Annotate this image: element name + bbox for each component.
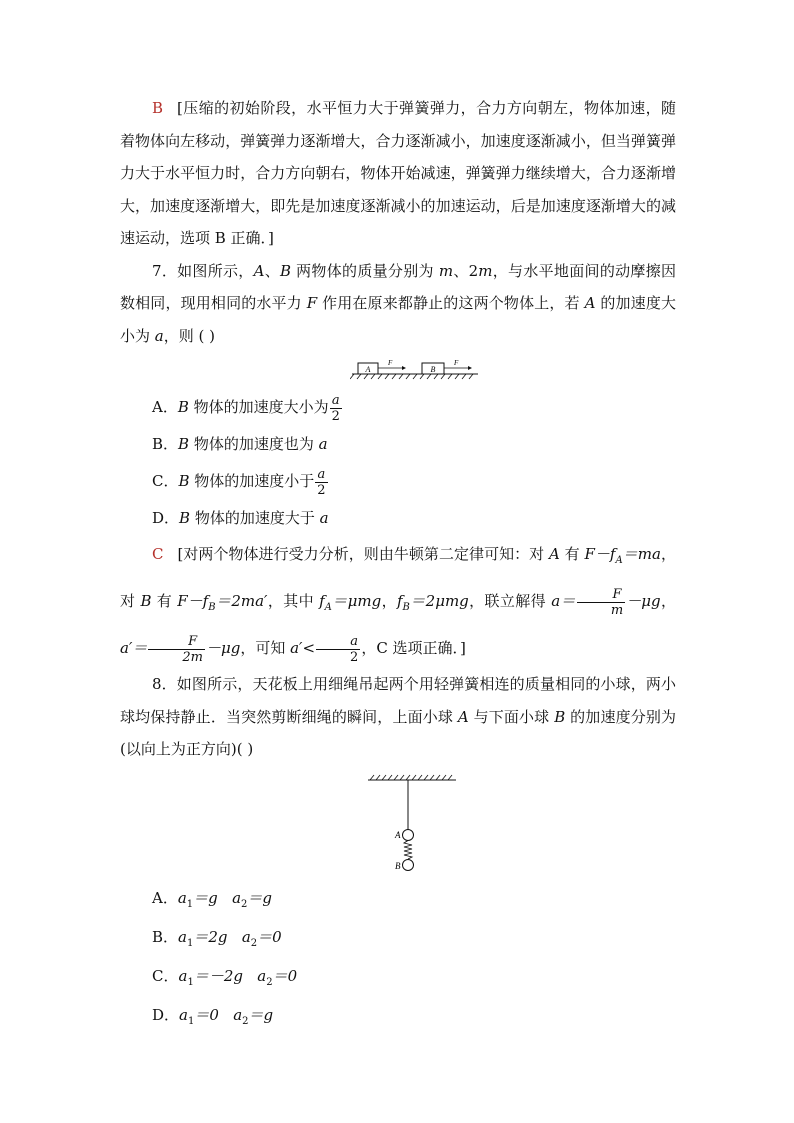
option-sub: 1 xyxy=(186,937,194,949)
fraction xyxy=(577,587,625,618)
ball-b-label: B xyxy=(395,860,401,871)
fraction-num: a xyxy=(330,393,342,409)
answer-sub: A xyxy=(615,555,623,566)
answer-var: A xyxy=(549,545,560,563)
answer-eq: ＝2μmg xyxy=(409,592,469,610)
q7-option-d xyxy=(120,502,676,534)
q7-stem-text: ，则 ( ) xyxy=(163,326,215,345)
q8-stem xyxy=(120,668,676,766)
option-val: ＝0 xyxy=(194,1005,219,1024)
option-var: a xyxy=(177,888,187,907)
option-sub: 2 xyxy=(242,1015,249,1027)
q7-stem-text: ，与水平地面间的动摩擦因数相同，现用相同的水平力 xyxy=(120,261,676,312)
q7-blocks-figure xyxy=(350,358,480,382)
option-sub: 2 xyxy=(266,976,273,988)
option-val: ＝2g xyxy=(193,927,228,946)
fraction-num: F xyxy=(148,634,205,650)
q7-var-m: m xyxy=(478,261,493,280)
option-prefix: D． xyxy=(152,1005,180,1024)
option-val: ＝0 xyxy=(257,927,282,946)
answer-text: ， xyxy=(381,592,397,610)
answer-eq: F－f xyxy=(177,592,209,610)
q8-stem-text: 与下面小球 xyxy=(468,707,555,726)
option-text: 物体的加速度大小为 xyxy=(188,398,329,416)
answer-text: [对两个物体进行受力分析，则由牛顿第二定律可知：对 xyxy=(177,545,550,563)
option-val: ＝g xyxy=(248,1005,274,1024)
ball-b xyxy=(403,859,414,870)
q7-answer-paragraph xyxy=(120,534,676,668)
answer-eq: f xyxy=(319,592,325,610)
q7-var-a: A xyxy=(584,294,596,312)
q6-answer-letter: B xyxy=(152,99,164,117)
q7-var-a: A xyxy=(253,261,265,280)
fraction xyxy=(148,634,205,665)
answer-eq: －μg xyxy=(205,639,241,657)
answer-eq: a′< xyxy=(290,639,316,657)
arrowhead-a xyxy=(402,366,406,370)
option-var: B xyxy=(179,509,191,527)
q7-stem-text: 两物体的质量分别为 xyxy=(291,261,439,280)
option-val: ＝g xyxy=(193,888,218,907)
force-label-a: F xyxy=(388,359,393,367)
q7-stem xyxy=(120,255,676,353)
answer-text: ，其中 xyxy=(267,592,320,610)
option-var: B xyxy=(177,398,189,416)
option-sub: 2 xyxy=(250,937,258,949)
option-var: B xyxy=(178,435,190,453)
answer-eq: ＝2ma′ xyxy=(215,592,268,610)
q7-option-b xyxy=(120,428,676,460)
answer-eq: －μg xyxy=(626,592,661,610)
option-var: a xyxy=(178,966,188,985)
answer-text: 有 xyxy=(151,592,178,610)
force-label-b: F xyxy=(454,359,459,367)
answer-text: ，对 xyxy=(120,545,676,610)
answer-eq: ＝ma xyxy=(622,545,661,563)
option-prefix: B． xyxy=(152,435,179,453)
block-a-label: A xyxy=(365,365,371,374)
ball-a xyxy=(403,829,414,840)
option-val: a xyxy=(319,509,329,527)
q6-answer-paragraph xyxy=(120,92,676,255)
option-sub: 1 xyxy=(187,976,194,988)
q7-sep: 、 xyxy=(264,261,281,280)
option-prefix: C． xyxy=(152,966,179,985)
option-val: ＝0 xyxy=(272,966,298,985)
ball-a-label: A xyxy=(395,829,401,840)
q7-var-acc: a xyxy=(154,326,164,345)
answer-eq: a＝ xyxy=(551,592,576,610)
fraction-den: 2 xyxy=(317,482,326,498)
answer-text: ，可知 xyxy=(240,639,291,657)
fraction-den: 2 xyxy=(350,649,359,665)
option-var: a xyxy=(179,1005,188,1024)
option-var: a xyxy=(257,966,267,985)
option-var: a xyxy=(241,927,251,946)
option-prefix: B． xyxy=(152,927,179,946)
answer-var: B xyxy=(140,592,152,610)
document-page xyxy=(120,92,676,1038)
option-text: 物体的加速度小于 xyxy=(189,472,315,490)
answer-text: ，联立解得 xyxy=(468,592,552,610)
fraction-den: 2 xyxy=(331,408,340,424)
arrowhead-b xyxy=(468,366,472,370)
answer-eq: F－f xyxy=(584,545,616,563)
q8-stem-text: 的加速度分别为(以向上为正方向)( ) xyxy=(120,707,676,758)
option-val: ＝g xyxy=(247,888,273,907)
block-b-label: B xyxy=(430,365,436,374)
answer-eq: ＝μmg xyxy=(331,592,382,610)
fraction-num: a xyxy=(316,634,360,650)
q8-stem-text: 8．如图所示，天花板上用细绳吊起两个用轻弹簧相连的质量相同的小球，两小球均保持静止．当突然剪断细绳的瞬间，上面小球 xyxy=(120,675,676,726)
q7-sep: 、2 xyxy=(453,261,479,280)
option-prefix: A． xyxy=(152,398,178,416)
q7-option-a xyxy=(120,386,676,428)
answer-text: ，C 选项正确．] xyxy=(361,639,466,657)
q7-stem-text: 的加速度大小为 xyxy=(120,294,676,345)
option-text: 物体的加速度也为 xyxy=(189,435,319,453)
answer-sub: A xyxy=(324,602,332,613)
q8-spring-figure xyxy=(364,772,460,876)
q7-var-f: F xyxy=(306,294,318,312)
fraction xyxy=(315,467,327,498)
option-val: a xyxy=(318,435,328,453)
ceiling-hatch xyxy=(370,775,452,780)
q8-option-c xyxy=(120,960,676,999)
answer-sub: B xyxy=(402,602,410,613)
option-text: 物体的加速度大于 xyxy=(190,509,320,527)
q8-option-d xyxy=(120,999,676,1038)
answer-sub: B xyxy=(208,602,216,613)
option-var: a xyxy=(233,1005,243,1024)
option-var: a xyxy=(178,927,187,946)
q8-option-a xyxy=(120,882,676,921)
option-prefix: C． xyxy=(152,472,179,490)
q7-answer-letter: C xyxy=(152,545,164,563)
option-sub: 1 xyxy=(187,1015,195,1027)
option-val: ＝－2g xyxy=(193,966,243,985)
option-var: a xyxy=(232,888,242,907)
q7-var-m: m xyxy=(438,261,454,280)
fraction xyxy=(330,393,342,424)
option-var: B xyxy=(178,472,190,490)
q8-var-a: A xyxy=(457,707,469,726)
q7-var-b: B xyxy=(280,261,292,280)
q8-var-b: B xyxy=(554,707,566,726)
fraction-den: m xyxy=(610,602,624,618)
q7-stem-text: 7．如图所示， xyxy=(152,261,254,280)
option-sub: 2 xyxy=(241,898,248,910)
answer-eq: f xyxy=(396,592,403,610)
fraction-den: 2m xyxy=(182,649,203,665)
option-sub: 1 xyxy=(186,898,194,910)
q7-option-c xyxy=(120,460,676,502)
answer-eq: a′＝ xyxy=(120,639,148,657)
fraction-num: a xyxy=(315,467,327,483)
option-prefix: D． xyxy=(152,509,180,527)
q7-stem-text: 作用在原来都静止的这两个物体上，若 xyxy=(317,294,585,312)
option-prefix: A． xyxy=(152,888,178,907)
spring xyxy=(404,840,412,859)
fraction xyxy=(316,634,360,665)
ground-hatch xyxy=(350,374,473,379)
q6-answer-text: [压缩的初始阶段，水平恒力大于弹簧弹力，合力方向朝左，物体加速，随着物体向左移动，弹簧弹力逐渐增大，合力逐渐减小，加速度逐渐减小，但当弹簧弹力大于水平恒力时，合力方向朝右，物体开始减速，弹簧弹力继续增大，合力逐渐增大，加速度逐渐增大，即先是加速度逐渐减小的加速运动，后是加速度逐渐增大的减速运动，选项 B 正确．] xyxy=(120,99,676,247)
fraction-num: F xyxy=(577,587,625,603)
answer-text: ， xyxy=(660,592,676,610)
q8-option-b xyxy=(120,921,676,960)
answer-text: 有 xyxy=(559,545,585,563)
